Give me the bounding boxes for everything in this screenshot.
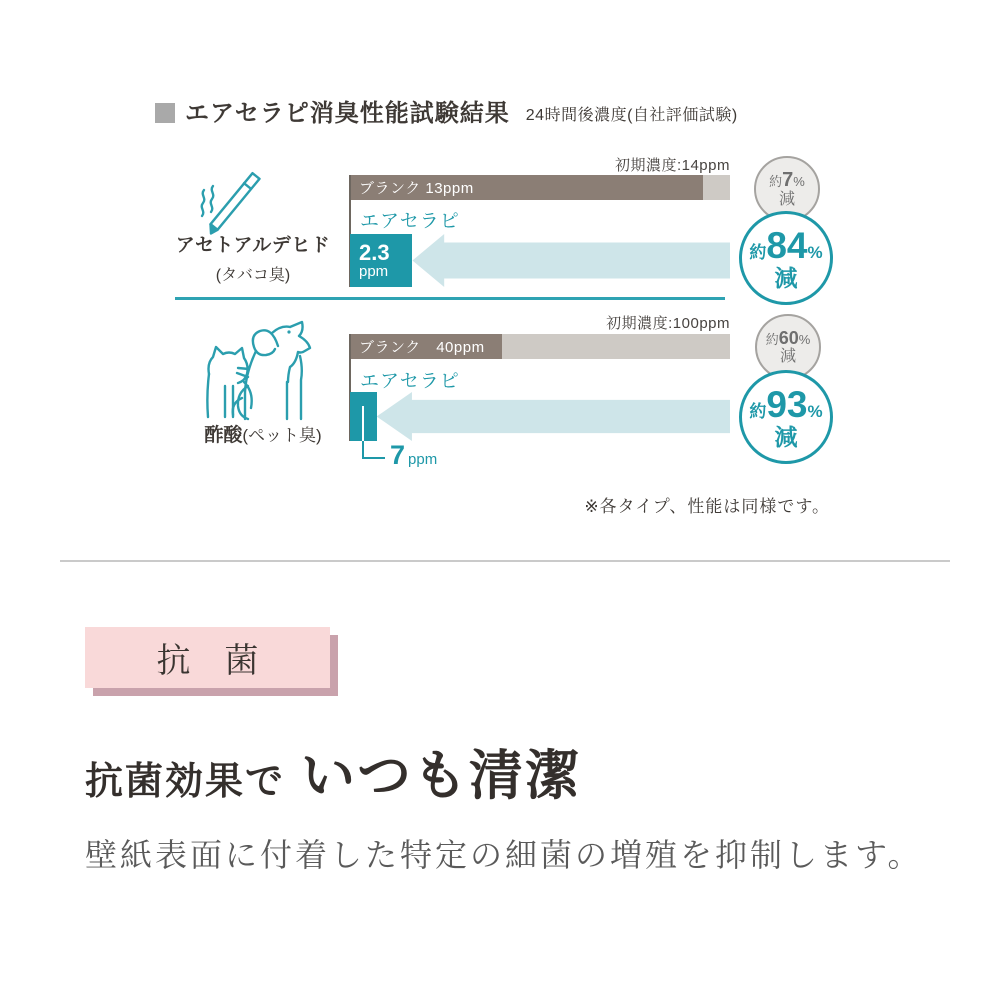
- chart-header: [155, 102, 738, 126]
- callout-tick: [362, 406, 364, 441]
- callout-line-horizontal: [362, 457, 385, 459]
- initial-concentration-label: 初期濃度:100ppm: [606, 315, 730, 332]
- section-divider: [60, 560, 950, 562]
- blank-bar: [350, 175, 730, 200]
- reduction-arrow-icon: [412, 234, 730, 287]
- square-bullet-icon: [155, 103, 175, 123]
- antibacterial-heading: 抗菌効果で いつも清潔: [85, 746, 582, 806]
- chart-title: エアセラピ消臭性能試験結果: [185, 100, 510, 127]
- cat-dog-icon: [192, 316, 324, 424]
- chart-note: ※各タイプ、性能は同様です。: [584, 497, 830, 516]
- blank-reduction-circle: 約 60 % 減: [755, 314, 821, 380]
- product-value-box: 2.3 ppm: [350, 234, 412, 287]
- blank-bar-fill: [350, 334, 502, 359]
- product-bar-row: [350, 234, 730, 287]
- row-divider: [175, 297, 725, 300]
- blank-bar-fill: [350, 175, 703, 200]
- blank-bar: [350, 334, 730, 359]
- blank-bar-label: ブランク 40ppm: [359, 339, 485, 356]
- substance-label-acetic-acid: 酢酸(ペット臭): [204, 425, 322, 446]
- blank-bar-label: ブランク 13ppm: [359, 180, 474, 197]
- product-reduction-circle: 約 93 % 減: [739, 370, 833, 464]
- substance-label-acetaldehyde: アセトアルデヒド (タバコ臭): [175, 235, 331, 284]
- antibacterial-badge: 抗菌: [85, 627, 330, 688]
- reduction-arrow-icon: [377, 392, 730, 441]
- blank-reduction-circle: 約 7 % 減: [754, 156, 820, 222]
- product-reduction-circle: 約 84 % 減: [739, 211, 833, 305]
- product-value-callout: 7 ppm: [390, 440, 438, 470]
- initial-concentration-label: 初期濃度:14ppm: [614, 157, 730, 174]
- product-bar-row: [350, 392, 730, 441]
- antibacterial-description: 壁紙表面に付着した特定の細菌の増殖を抑制します。: [85, 837, 923, 873]
- chart-subtitle: 24時間後濃度(自社評価試験): [525, 107, 738, 124]
- product-series-label: エアセラピ: [360, 211, 460, 232]
- product-series-label: エアセラピ: [360, 371, 460, 392]
